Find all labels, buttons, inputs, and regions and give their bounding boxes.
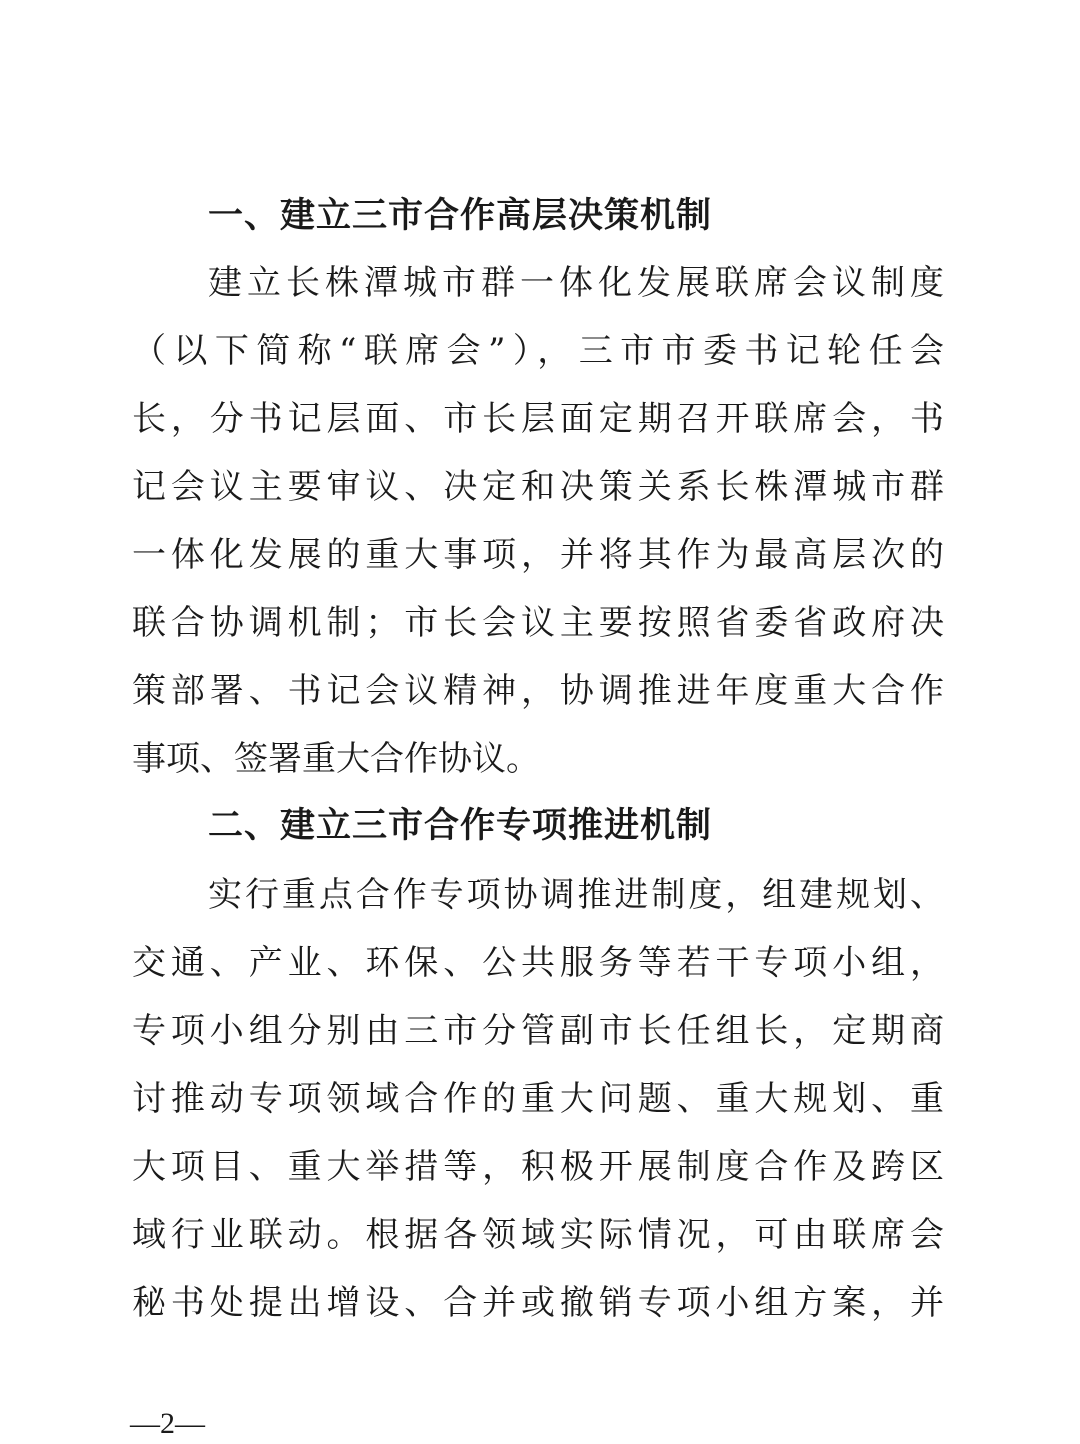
section-1-line-6: 联合协调机制；市长会议主要按照省委省政府决: [132, 603, 944, 643]
section-1-line-3: 长，分书记层面、市长层面定期召开联席会，书: [132, 399, 944, 439]
section-1-line-4: 记会议主要审议、决定和决策关系长株潭城市群: [132, 467, 944, 507]
section-2-line-4: 讨推动专项领域合作的重大问题、重大规划、重: [132, 1079, 944, 1119]
section-1-line-5: 一体化发展的重大事项，并将其作为最高层次的: [132, 535, 944, 575]
section-2-line-7: 秘书处提出增设、合并或撤销专项小组方案，并: [132, 1283, 944, 1323]
section-2-heading: 二、建立三市合作专项推进机制: [208, 806, 713, 846]
section-2-line-3: 专项小组分别由三市分管副市长任组长，定期商: [132, 1011, 944, 1051]
section-1-line-8: 事项、签署重大合作协议。: [132, 739, 540, 779]
section-2-line-1: 实行重点合作专项协调推进制度，组建规划、: [208, 875, 944, 915]
section-2-line-6: 域行业联动。根据各领域实际情况，可由联席会: [132, 1215, 944, 1255]
section-1-line-2: （以下简称“联席会”），三市市委书记轮任会: [132, 331, 944, 371]
section-1-heading: 一、建立三市合作高层决策机制: [208, 196, 713, 236]
section-2-line-5: 大项目、重大举措等，积极开展制度合作及跨区: [132, 1147, 944, 1187]
section-1-line-1: 建立长株潭城市群一体化发展联席会议制度: [208, 263, 944, 303]
section-2-line-2: 交通、产业、环保、公共服务等若干专项小组，: [132, 943, 944, 983]
section-1-line-7: 策部署、书记会议精神，协调推进年度重大合作: [132, 671, 944, 711]
page-number: —2—: [130, 1407, 205, 1440]
